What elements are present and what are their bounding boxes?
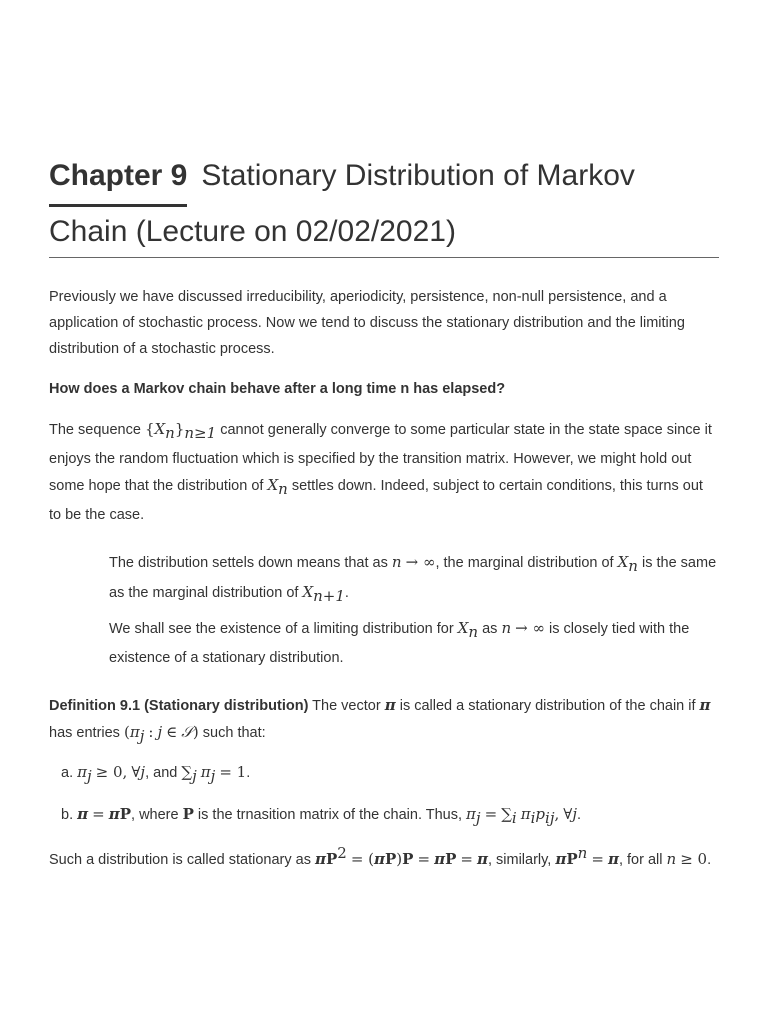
definition-item-a: a. $\pi_j \ge 0$, ∀j, and $\sum_j$ $\pi_j = 1$. [61, 763, 251, 785]
definition-label: Definition 9.1 (Stationary distribution) [49, 698, 309, 714]
chapter-title: Stationary Distribution of Markov Chain (Lecture on 02/02/2021) [49, 159, 635, 248]
definition-paragraph: Definition 9.1 (Stationary distribution) The vector π is called a stationary distribution of the chain if π has entries ($\pi_j$ : j ∈ 𝒮) such that: [49, 696, 711, 745]
chapter-label: Chapter 9 [49, 148, 187, 204]
definition-item-b: b. π = πP, where P is the trnasition matrix of the chain. Thus, $\pi_j = \sum_i$ $\pi_ip_{ij}$, ∀j. [61, 805, 582, 827]
note-limiting-distribution: We shall see the existence of a limiting distribution for $X_n$ as n → ∞ is closely tied with the existence of a stationary distribution. [109, 619, 690, 666]
heading-divider [49, 257, 719, 258]
note-distribution-settles: The distribution settels down means that as n → ∞, the marginal distribution of $X_n$ is the same as the marginal distribution of $X_{n+1}$. [109, 553, 717, 605]
question-paragraph: How does a Markov chain behave after a long time n has elapsed? [49, 381, 506, 397]
sequence-paragraph: The sequence $\{X_n\}_{n\ge 1}$ cannot generally converge to some particular state in the state space since it enjoys the random fluctuation which is specified by the transition matrix. However, we might hold out some hope that the distribution of $X_n$ settles down. Indeed, subject to certain conditions, this turns out to be the case. [49, 420, 712, 523]
chapter-heading [49, 148, 719, 260]
intro-paragraph: Previously we have discussed irreducibility, aperiodicity, persistence, non-null persistence, and a application of stochastic process. Now we tend to discuss the stationary distribution and the limiting distribution of a stochastic process. [49, 289, 685, 357]
stationary-explanation: Such a distribution is called stationary as $\pi P^2 = (\pi P)P = \pi P = \pi$, similarly, $\pi P^n = \pi$, for all n ≥ 0. [49, 844, 712, 868]
